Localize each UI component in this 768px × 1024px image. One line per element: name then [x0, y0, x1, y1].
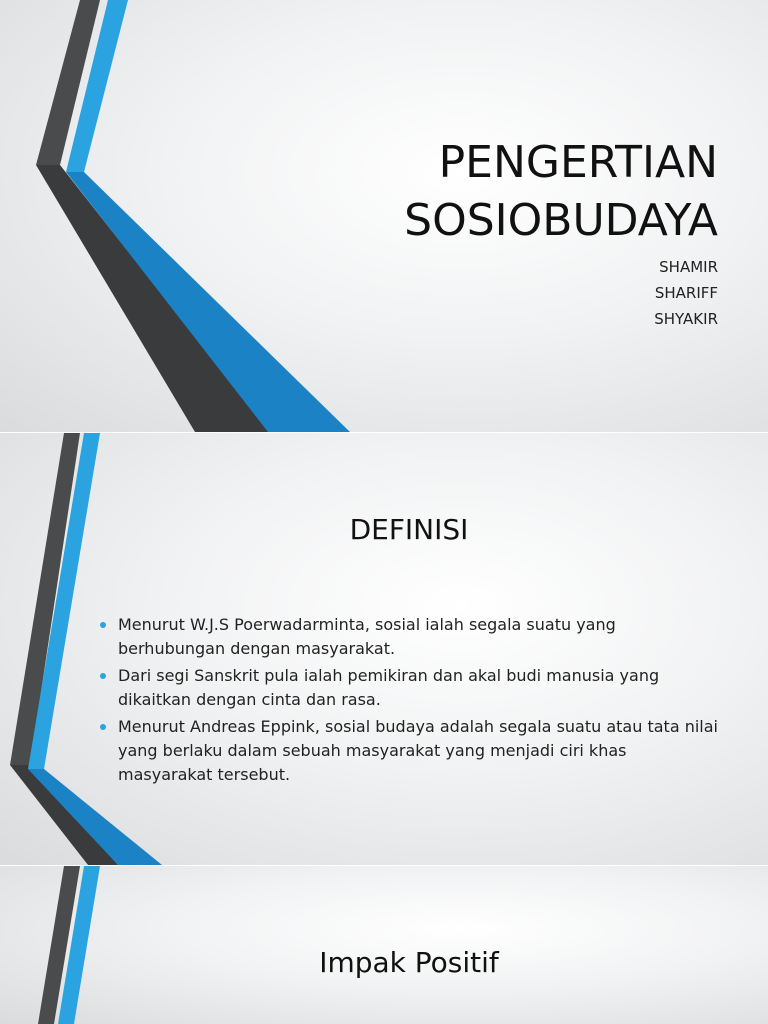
bullet-icon — [100, 673, 106, 679]
bullet-text: Menurut W.J.S Poerwadarminta, sosial ialah segala suatu yang berhubungan dengan masyarakat. — [118, 615, 616, 658]
definition-slide — [0, 433, 768, 865]
author-name: SHYAKIR — [654, 310, 718, 328]
bullet-icon — [100, 724, 106, 730]
presentation-title — [198, 134, 718, 250]
title-line-2: SOSIOBUDAYA — [404, 195, 718, 246]
slide-decoration — [0, 866, 768, 1024]
slide-title: DEFINISI — [349, 513, 469, 546]
impact-slide — [0, 866, 768, 1024]
list-item — [100, 664, 720, 712]
author-name: SHARIFF — [654, 284, 718, 302]
title-line-1: PENGERTIAN — [438, 137, 718, 188]
bullet-icon — [100, 622, 106, 628]
bullet-text: Dari segi Sanskrit pula ialah pemikiran dan akal budi manusia yang dikaitkan dengan cinta dan rasa. — [118, 666, 660, 709]
author-list — [654, 254, 718, 332]
definition-list — [100, 613, 720, 790]
slide-title: Impak Positif — [319, 946, 499, 979]
author-name: SHAMIR — [659, 258, 718, 276]
title-slide — [0, 0, 768, 432]
list-item — [100, 613, 720, 661]
bullet-text: Menurut Andreas Eppink, sosial budaya adalah segala suatu atau tata nilai yang berlaku dalam sebuah masyarakat yang menjadi ciri khas masyarakat tersebut. — [118, 717, 718, 784]
list-item — [100, 715, 720, 787]
